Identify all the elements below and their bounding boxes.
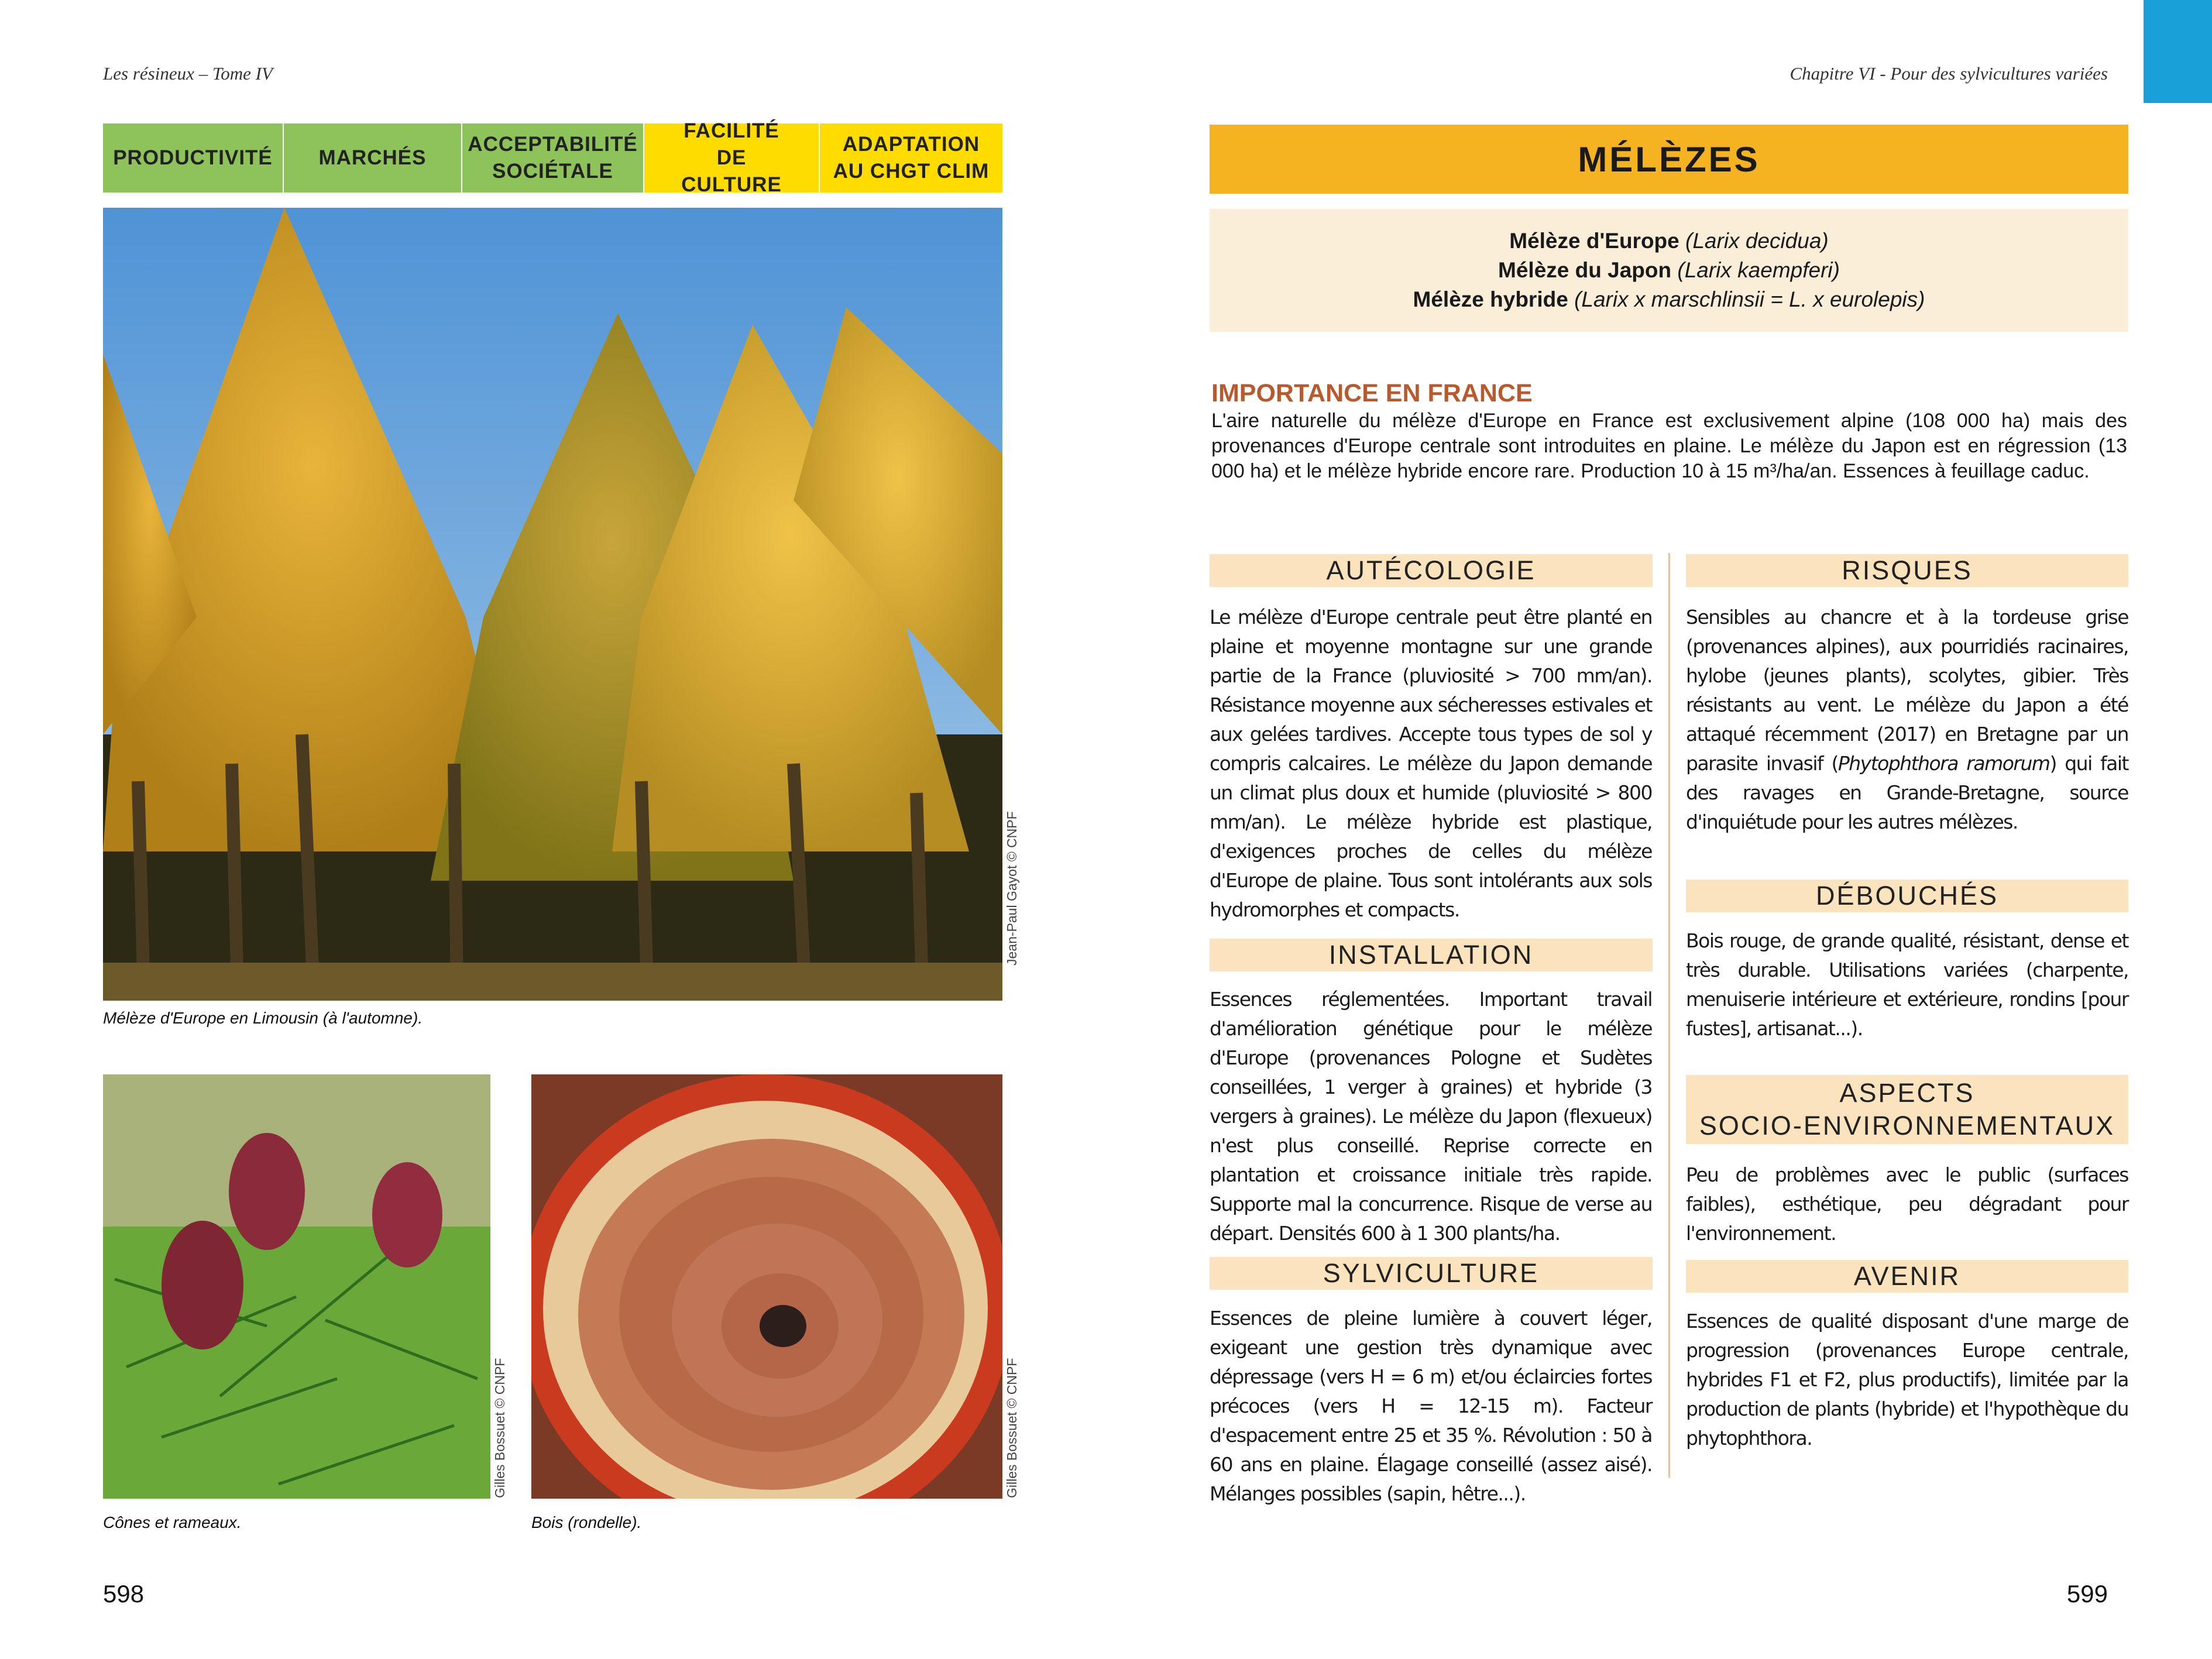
section-text-sylviculture: Essences de pleine lumière à couvert léger, exigeant une gestion très dynamique avec dépressage (vers H = 6 m) et/ou éclaircies fortes précoces (vers H = 12-15 m). Facteur d'espacement entre 25 et 35 %. Révolution : 50 à 60 ans en plaine. Élagage conseillé (assez aisé). Mélanges possibles (sapin, hêtre...). [1210,1307,1652,1505]
section-title-autecologie: AUTÉCOLOGIE [1210,554,1653,587]
page-title: MÉLÈZES [1210,125,2128,194]
section-title-sylviculture: SYLVICULTURE [1210,1257,1653,1290]
species-line: Mélèze d'Europe (Larix decidua) [1509,229,1829,253]
photo-credit-cones: Gilles Bossuet © CNPF [492,1358,507,1498]
section-title-debouches: DÉBOUCHÉS [1686,880,2128,912]
species-box [1210,209,2128,332]
section-text-installation: Essences réglementées. Important travail d'amélioration génétique pour le mélèze d'Europe (provenances Pologne et Sudètes conseillées, 1 verger à graines) et hybride (3 vergers à graines). Le mélèze du Japon (flexueux) n'est plus conseillé. Reprise correcte en plantation et croissance initiale très rapide. Supporte mal la concurrence. Risque de verse au départ. Densités 600 à 1 300 plants/ha. [1210,988,1652,1245]
caption-cones: Cônes et rameaux. [103,1513,242,1531]
section-title-avenir: AVENIR [1686,1260,2128,1293]
species-line: Mélèze du Japon (Larix kaempferi) [1498,258,1840,282]
importance-text: L'aire naturelle du mélèze d'Europe en France est exclusivement alpine (108 000 ha) mais des provenances d'Europe centrale sont introduites en plaine. Le mélèze du Japon est en régression (13 000 ha) et le mélèze hybride encore rare. Production 10 à 15 m³/ha/an. Essences à feuillage caduc. [1211,410,2127,482]
section-text-debouches: Bois rouge, de grande qualité, résistant, dense et très durable. Utilisations variées (charpente, menuiserie intérieure et extérieure, rondins [pour fustes], artisanat...). [1686,929,2128,1040]
criterion-adaptation: ADAPTATION AU CHGT CLIM [820,123,1002,193]
section-title-risques: RISQUES [1686,554,2128,587]
criterion-acceptabilite: ACCEPTABILITÉ SOCIÉTALE [462,123,643,193]
section-text-avenir: Essences de qualité disposant d'une marge de progression (provenances Europe centrale, hybrides F1 et F2, plus productifs), limitée par la production de plants (hybride) et l'hypothèque du phytophthora. [1686,1310,2128,1450]
section-text-autecologie: Le mélèze d'Europe centrale peut être planté en plaine et moyenne montagne sur une grande partie de la France (pluviosité > 700 mm/an). Résistance moyenne aux sécheresses estivales et aux gelées tardives. Accepte tous types de sol y compris calcaires. Le mélèze du Japon demande un climat plus doux et humide (pluviosité > 800 mm/an). Le mélèze hybride est plastique, d'exigences proches de celles du mélèze d'Europe de plaine. Tous sont intolérants aux sols hydromorphes et compacts. [1210,606,1652,921]
photo-credit-main: Jean-Paul Gayot © CNPF [1004,811,1019,966]
section-title-installation: INSTALLATION [1210,939,1653,971]
chapter-tab [2144,0,2212,103]
wood-slice-photo [531,1074,1002,1499]
column-divider [1668,553,1670,1478]
page-number-left: 598 [103,1580,145,1608]
importance-title: IMPORTANCE EN FRANCE [1211,379,1533,407]
caption-main: Mélèze d'Europe en Limousin (à l'automne). [103,1009,423,1027]
criterion-facilite: FACILITÉ DE CULTURE [644,123,819,193]
page-number-right: 599 [2066,1580,2108,1608]
larch-forest-photo [103,208,1002,1001]
criterion-marches: MARCHÉS [284,123,461,193]
photo-credit-wood: Gilles Bossuet © CNPF [1004,1358,1019,1498]
section-text-risques: Sensibles au chancre et à la tordeuse grise (provenances alpines), aux pourridiés racinaires, hylobe (jeunes plants), scolytes, gibier. Très résistants au vent. Le mélèze du Japon a été attaqué récemment (2017) en Bretagne par un parasite invasif (Phytophthora ramorum) qui fait des ravages en Grande-Bretagne, source d'inquiétude pour les autres mélèzes. [1686,606,2128,833]
section-title-aspects: ASPECTS SOCIO-ENVIRONNEMENTAUX [1686,1075,2128,1144]
running-header-right: Chapitre VI - Pour des sylvicultures variées [1789,63,2108,84]
species-line: Mélèze hybride (Larix x marschlinsii = L. x eurolepis) [1413,287,1925,311]
caption-wood: Bois (rondelle). [531,1513,642,1531]
cones-photo [103,1074,490,1499]
criterion-productivite: PRODUCTIVITÉ [103,123,283,193]
section-text-aspects: Peu de problèmes avec le public (surfaces faibles), esthétique, peu dégradant pour l'environnement. [1686,1163,2128,1245]
running-header-left: Les résineux – Tome IV [103,63,273,84]
